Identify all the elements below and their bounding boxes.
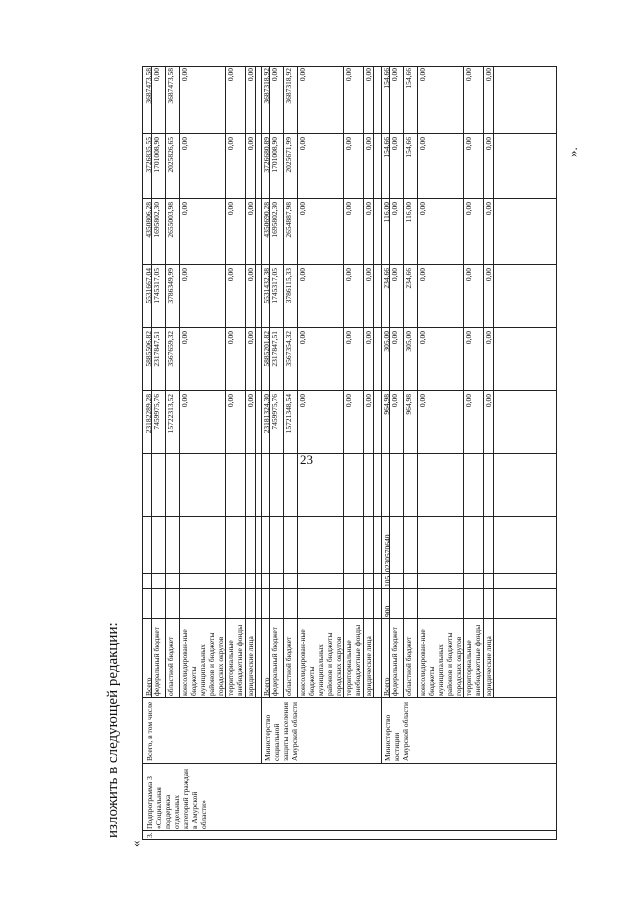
- amount-cell: 0,00: [364, 268, 373, 282]
- amount-cell: 23181324,30: [262, 394, 271, 434]
- amount-cell: 0,00: [418, 331, 427, 345]
- funding-source-label: областной бюджет: [166, 636, 175, 696]
- amount-cell: 7459975,76: [152, 394, 161, 430]
- amount-cell: 0,00: [484, 202, 493, 216]
- budget-code-rzpr: 105: [383, 575, 392, 587]
- amount-cell: 0,00: [180, 68, 189, 82]
- amount-cell: 0,00: [390, 394, 399, 408]
- amount-cell: 2317847,51: [152, 331, 161, 367]
- table-row-line: [255, 66, 256, 698]
- funding-source-label: территориальные внебюджетные фонды: [464, 624, 482, 696]
- amount-cell: 305,00: [404, 331, 413, 352]
- opening-quote: «: [128, 840, 143, 847]
- amount-cell: 0,00: [270, 68, 279, 82]
- amount-cell: 0,00: [390, 331, 399, 345]
- amount-cell: 7459975,76: [270, 394, 279, 430]
- amount-cell: 964,98: [382, 394, 391, 415]
- amount-cell: 0,00: [226, 137, 235, 151]
- program-name: Подпрограмма 3 «Социальная поддержка отдельных категорий граждан в Амурской области»: [145, 768, 208, 829]
- page-number: 23: [300, 452, 313, 467]
- amount-cell: 2025826,65: [166, 137, 175, 173]
- funding-source-label: территориальные внебюджетные фонды: [226, 624, 244, 696]
- funding-source-label: территориальные внебюджетные фонды: [344, 624, 362, 696]
- amount-cell: 0,00: [464, 68, 473, 82]
- amount-cell: 0,00: [344, 394, 353, 408]
- table-row-line: [493, 66, 494, 698]
- amount-cell: 0,00: [298, 202, 307, 216]
- amount-cell: 0,00: [464, 331, 473, 345]
- amount-cell: 0,00: [418, 394, 427, 408]
- funding-source-label: консолидирован-ные бюджеты муниципальных районов и бюджеты городских округов: [298, 629, 343, 696]
- amount-cell: 0,00: [180, 268, 189, 282]
- executor-name: Всего, в том числе: [145, 701, 154, 761]
- amount-cell: 23182289,28: [144, 394, 153, 434]
- table-column-line: [143, 516, 556, 517]
- amount-cell: 0,00: [246, 137, 255, 151]
- amount-cell: 5885506,82: [144, 331, 153, 367]
- amount-cell: 1695802,30: [152, 202, 161, 238]
- amount-cell: 0,00: [464, 268, 473, 282]
- amount-cell: 0,00: [298, 394, 307, 408]
- amount-cell: 0,00: [298, 137, 307, 151]
- table-column-line: [143, 573, 556, 574]
- amount-cell: 0,00: [390, 68, 399, 82]
- funding-source-label: областной бюджет: [284, 636, 293, 696]
- amount-cell: 154,66: [404, 137, 413, 158]
- funding-source-label: Всего: [144, 677, 153, 696]
- amount-cell: 154,66: [382, 68, 391, 89]
- funding-source-label: консолидирован-ные бюджеты муниципальных районов и бюджеты городских округов: [418, 629, 463, 696]
- amount-cell: 0,00: [364, 68, 373, 82]
- amount-cell: 4350690,28: [262, 202, 271, 238]
- closing-quote: ».: [565, 147, 580, 157]
- amount-cell: 0,00: [364, 331, 373, 345]
- amount-cell: 0,00: [246, 394, 255, 408]
- amount-cell: 0,00: [484, 331, 493, 345]
- amount-cell: 0,00: [152, 68, 161, 82]
- amount-cell: 3567659,32: [166, 331, 175, 367]
- funding-source-label: Всего: [382, 677, 391, 696]
- funding-source-label: областной бюджет: [404, 636, 413, 696]
- amount-cell: 0,00: [180, 137, 189, 151]
- amount-cell: 0,00: [246, 202, 255, 216]
- amount-cell: 0,00: [418, 137, 427, 151]
- amount-cell: 2654887,98: [284, 202, 293, 238]
- amount-cell: 0,00: [484, 137, 493, 151]
- amount-cell: 305,00: [382, 331, 391, 352]
- amount-cell: 3687473,58: [166, 68, 175, 104]
- amount-cell: 154,66: [382, 137, 391, 158]
- amount-cell: 234,66: [382, 268, 391, 289]
- amount-cell: 5531432,38: [262, 268, 271, 304]
- amount-cell: 15722313,52: [166, 394, 175, 434]
- amount-cell: 0,00: [298, 268, 307, 282]
- amount-cell: 0,00: [246, 268, 255, 282]
- amount-cell: 0,00: [418, 202, 427, 216]
- amount-cell: 0,00: [464, 394, 473, 408]
- amount-cell: 964,98: [404, 394, 413, 415]
- amount-cell: 4350806,28: [144, 202, 153, 238]
- amount-cell: 0,00: [390, 268, 399, 282]
- amount-cell: 3726680,89: [262, 137, 271, 173]
- amount-cell: 5885201,82: [262, 331, 271, 367]
- amount-cell: 3786349,99: [166, 268, 175, 304]
- amount-cell: 5531667,04: [144, 268, 153, 304]
- funding-source-label: консолидирован-ные бюджеты муниципальных районов и бюджеты городских округов: [180, 629, 225, 696]
- funding-source-label: юридические лица: [246, 636, 255, 696]
- amount-cell: 1701008,90: [270, 137, 279, 173]
- amount-cell: 0,00: [180, 331, 189, 345]
- amount-cell: 0,00: [246, 68, 255, 82]
- funding-source-label: федеральный бюджет: [270, 626, 279, 696]
- amount-cell: 2025671,99: [284, 137, 293, 173]
- executor-name: Министерство социальной защиты населения Амурской области: [263, 702, 299, 761]
- amount-cell: 0,00: [226, 331, 235, 345]
- table-column-line: [143, 763, 556, 764]
- funding-source-label: юридические лица: [484, 636, 493, 696]
- amount-cell: 0,00: [364, 394, 373, 408]
- amount-cell: 2655003,98: [166, 202, 175, 238]
- amount-cell: 234,66: [404, 268, 413, 289]
- table-column-line: [143, 588, 556, 589]
- amount-cell: 0,00: [180, 202, 189, 216]
- amount-cell: 3687318,92: [262, 68, 271, 104]
- amount-cell: 0,00: [246, 331, 255, 345]
- budget-code-csr: 0230570640: [383, 534, 392, 572]
- budget-code-grbs: 900: [383, 605, 392, 617]
- amount-cell: 0,00: [226, 268, 235, 282]
- amount-cell: 0,00: [226, 202, 235, 216]
- amount-cell: 0,00: [298, 331, 307, 345]
- amount-cell: 3726835,55: [144, 137, 153, 173]
- amount-cell: 0,00: [390, 137, 399, 151]
- amount-cell: 0,00: [226, 394, 235, 408]
- amount-cell: 0,00: [344, 68, 353, 82]
- row-number: 3.: [145, 832, 154, 838]
- amount-cell: 0,00: [180, 394, 189, 408]
- amount-cell: 3786115,33: [284, 268, 293, 304]
- amount-cell: 0,00: [418, 68, 427, 82]
- funding-source-label: федеральный бюджет: [390, 626, 399, 696]
- funding-source-label: федеральный бюджет: [152, 626, 161, 696]
- amount-cell: 0,00: [344, 137, 353, 151]
- amount-cell: 116,00: [404, 202, 413, 223]
- amount-cell: 1701008,90: [152, 137, 161, 173]
- amount-cell: 0,00: [226, 68, 235, 82]
- amount-cell: 0,00: [484, 268, 493, 282]
- amount-cell: 3687318,92: [284, 68, 293, 104]
- amount-cell: 0,00: [344, 331, 353, 345]
- amount-cell: 3687473,58: [144, 68, 153, 104]
- amount-cell: 0,00: [344, 202, 353, 216]
- table-column-line: [143, 830, 556, 831]
- intro-text: изложить в следующей редакции:: [105, 622, 121, 838]
- amount-cell: 0,00: [484, 394, 493, 408]
- amount-cell: 0,00: [464, 137, 473, 151]
- funding-source-label: юридические лица: [364, 636, 373, 696]
- table-row-line: [373, 66, 374, 698]
- amount-cell: 1745317,05: [270, 268, 279, 304]
- amount-cell: 0,00: [484, 68, 493, 82]
- amount-cell: 0,00: [390, 202, 399, 216]
- amount-cell: 2317847,51: [270, 331, 279, 367]
- executor-name: Министерство юстиции Амурской области: [383, 702, 410, 761]
- amount-cell: 0,00: [464, 202, 473, 216]
- funding-source-label: Всего: [262, 677, 271, 696]
- amount-cell: 3567354,32: [284, 331, 293, 367]
- amount-cell: 0,00: [364, 137, 373, 151]
- amount-cell: 0,00: [364, 202, 373, 216]
- amount-cell: 1745317,05: [152, 268, 161, 304]
- amount-cell: 1695802,30: [270, 202, 279, 238]
- financing-table: [142, 66, 557, 840]
- amount-cell: 0,00: [418, 268, 427, 282]
- amount-cell: 0,00: [344, 268, 353, 282]
- amount-cell: 15721348,54: [284, 394, 293, 434]
- table-column-line: [143, 697, 556, 698]
- amount-cell: 0,00: [298, 68, 307, 82]
- amount-cell: 116,00: [382, 202, 391, 223]
- amount-cell: 154,66: [404, 68, 413, 89]
